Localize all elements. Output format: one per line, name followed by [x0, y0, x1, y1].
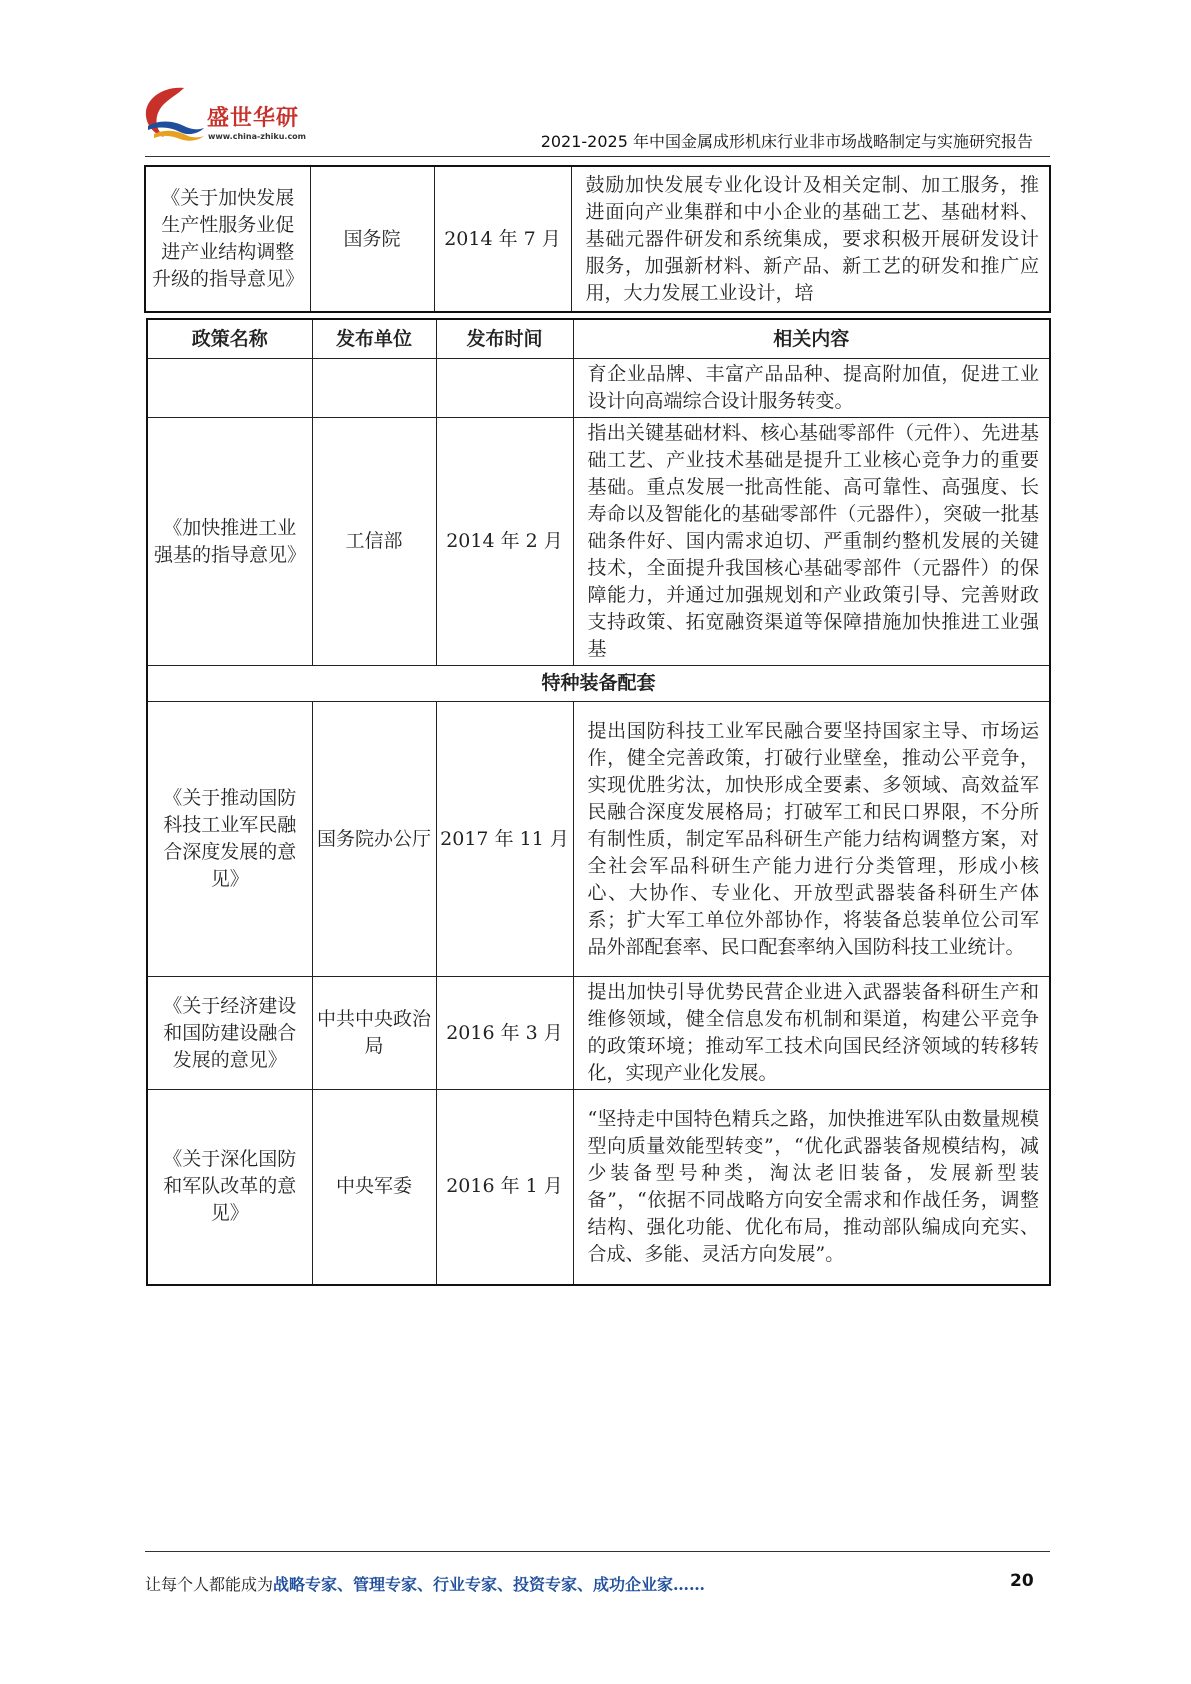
- table-row: [147, 418, 1050, 666]
- footer-slogan: [145, 1572, 705, 1595]
- logo-emblem-icon: [140, 82, 210, 144]
- policy-table-continued: [144, 165, 1051, 313]
- column-header-publish-date: 发布时间: [436, 319, 573, 359]
- table-header-row: [147, 319, 1050, 359]
- table-row: [147, 1090, 1050, 1285]
- content-cell: 鼓励加快发展专业化设计及相关定制、加工服务，推进面向产业集群和中小企业的基础工艺、基础材料、基础元器件研发和系统集成，要求积极开展研发设计服务，加强新材料、新产品、新工艺的研发和推广应用，大力发展工业设计，培: [571, 166, 1050, 312]
- section-row: [147, 666, 1050, 702]
- content-cell: 提出加快引导优势民营企业进入武器装备科研生产和维修领域，健全信息发布机制和渠道，构建公平竞争的政策环境；推动军工技术向国民经济领域的转移转化，实现产业化发展。: [573, 977, 1050, 1090]
- logo-url: www.china-zhiku.com: [208, 132, 307, 141]
- publish-date-cell: 2016 年 3 月: [436, 977, 573, 1090]
- publish-date-cell: 2014 年 7 月: [434, 166, 571, 312]
- header-divider: [145, 156, 1050, 157]
- publish-date-cell: 2014 年 2 月: [436, 418, 573, 666]
- publisher-cell: 国务院办公厅: [312, 702, 436, 977]
- policy-name-cell: 《加快推进工业强基的指导意见》: [147, 418, 312, 666]
- publisher-cell: 国务院: [310, 166, 434, 312]
- publisher-cell: 中共中央政治局: [312, 977, 436, 1090]
- table-row: [147, 977, 1050, 1090]
- page-number: 20: [1010, 1571, 1034, 1591]
- content-cell: 指出关键基础材料、核心基础零部件（元件）、先进基础工艺、产业技术基础是提升工业核心竞争力的重要基础。重点发展一批高性能、高可靠性、高强度、长寿命以及智能化的基础零部件（元器件），突破一批基础条件好、国内需求迫切、严重制约整机发展的关键技术，全面提升我国核心基础零部件（元器件）的保障能力，并通过加强规划和产业政策引导、完善财政支持政策、拓宽融资渠道等保障措施加快推进工业强基: [573, 418, 1050, 666]
- publish-date-cell: [436, 359, 573, 418]
- footer-emphasis: 战略专家、管理专家、行业专家、投资专家、成功企业家……: [273, 1575, 706, 1594]
- table-row: [147, 702, 1050, 977]
- policy-name-cell: 《关于经济建设和国防建设融合发展的意见》: [147, 977, 312, 1090]
- policy-table: [146, 318, 1051, 1286]
- policy-name-cell: 《关于推动国防科技工业军民融合深度发展的意见》: [147, 702, 312, 977]
- content-cell: 育企业品牌、丰富产品品种、提高附加值，促进工业设计向高端综合设计服务转变。: [573, 359, 1050, 418]
- column-header-policy-name: 政策名称: [147, 319, 312, 359]
- column-header-publisher: 发布单位: [312, 319, 436, 359]
- table-row: [145, 166, 1050, 312]
- logo-name: 盛世华研: [207, 106, 300, 131]
- publish-date-cell: 2017 年 11 月: [436, 702, 573, 977]
- section-label: 特种装备配套: [147, 666, 1050, 702]
- publisher-cell: [312, 359, 436, 418]
- publisher-cell: 中央军委: [312, 1090, 436, 1285]
- policy-name-cell: 《关于加快发展生产性服务业促进产业结构调整升级的指导意见》: [145, 166, 310, 312]
- footer-divider: [145, 1551, 1050, 1552]
- publish-date-cell: 2016 年 1 月: [436, 1090, 573, 1285]
- table-row: [147, 359, 1050, 418]
- footer-prefix: 让每个人都能成为: [145, 1575, 274, 1594]
- policy-name-cell: [147, 359, 312, 418]
- content-cell: 提出国防科技工业军民融合要坚持国家主导、市场运作，健全完善政策，打破行业壁垒，推动公平竞争，实现优胜劣汰，加快形成全要素、多领域、高效益军民融合深度发展格局；打破军工和民口界限，不分所有制性质，制定军品科研生产能力结构调整方案，对全社会军品科研生产能力进行分类管理，形成小核心、大协作、专业化、开放型武器装备科研生产体系；扩大军工单位外部协作，将装备总装单位公司军品外部配套率、民口配套率纳入国防科技工业统计。: [573, 702, 1050, 977]
- policy-name-cell: 《关于深化国防和军队改革的意见》: [147, 1090, 312, 1285]
- content-cell: “坚持走中国特色精兵之路，加快推进军队由数量规模型向质量效能型转变”，“优化武器装备规模结构，减少装备型号种类，淘汰老旧装备，发展新型装备”，“依据不同战略方向安全需求和作战任务，调整结构、强化功能、优化布局，推动部队编成向充实、合成、多能、灵活方向发展”。: [573, 1090, 1050, 1285]
- column-header-content: 相关内容: [573, 319, 1050, 359]
- publisher-cell: 工信部: [312, 418, 436, 666]
- report-title: 2021-2025 年中国金属成形机床行业非市场战略制定与实施研究报告: [540, 132, 1033, 151]
